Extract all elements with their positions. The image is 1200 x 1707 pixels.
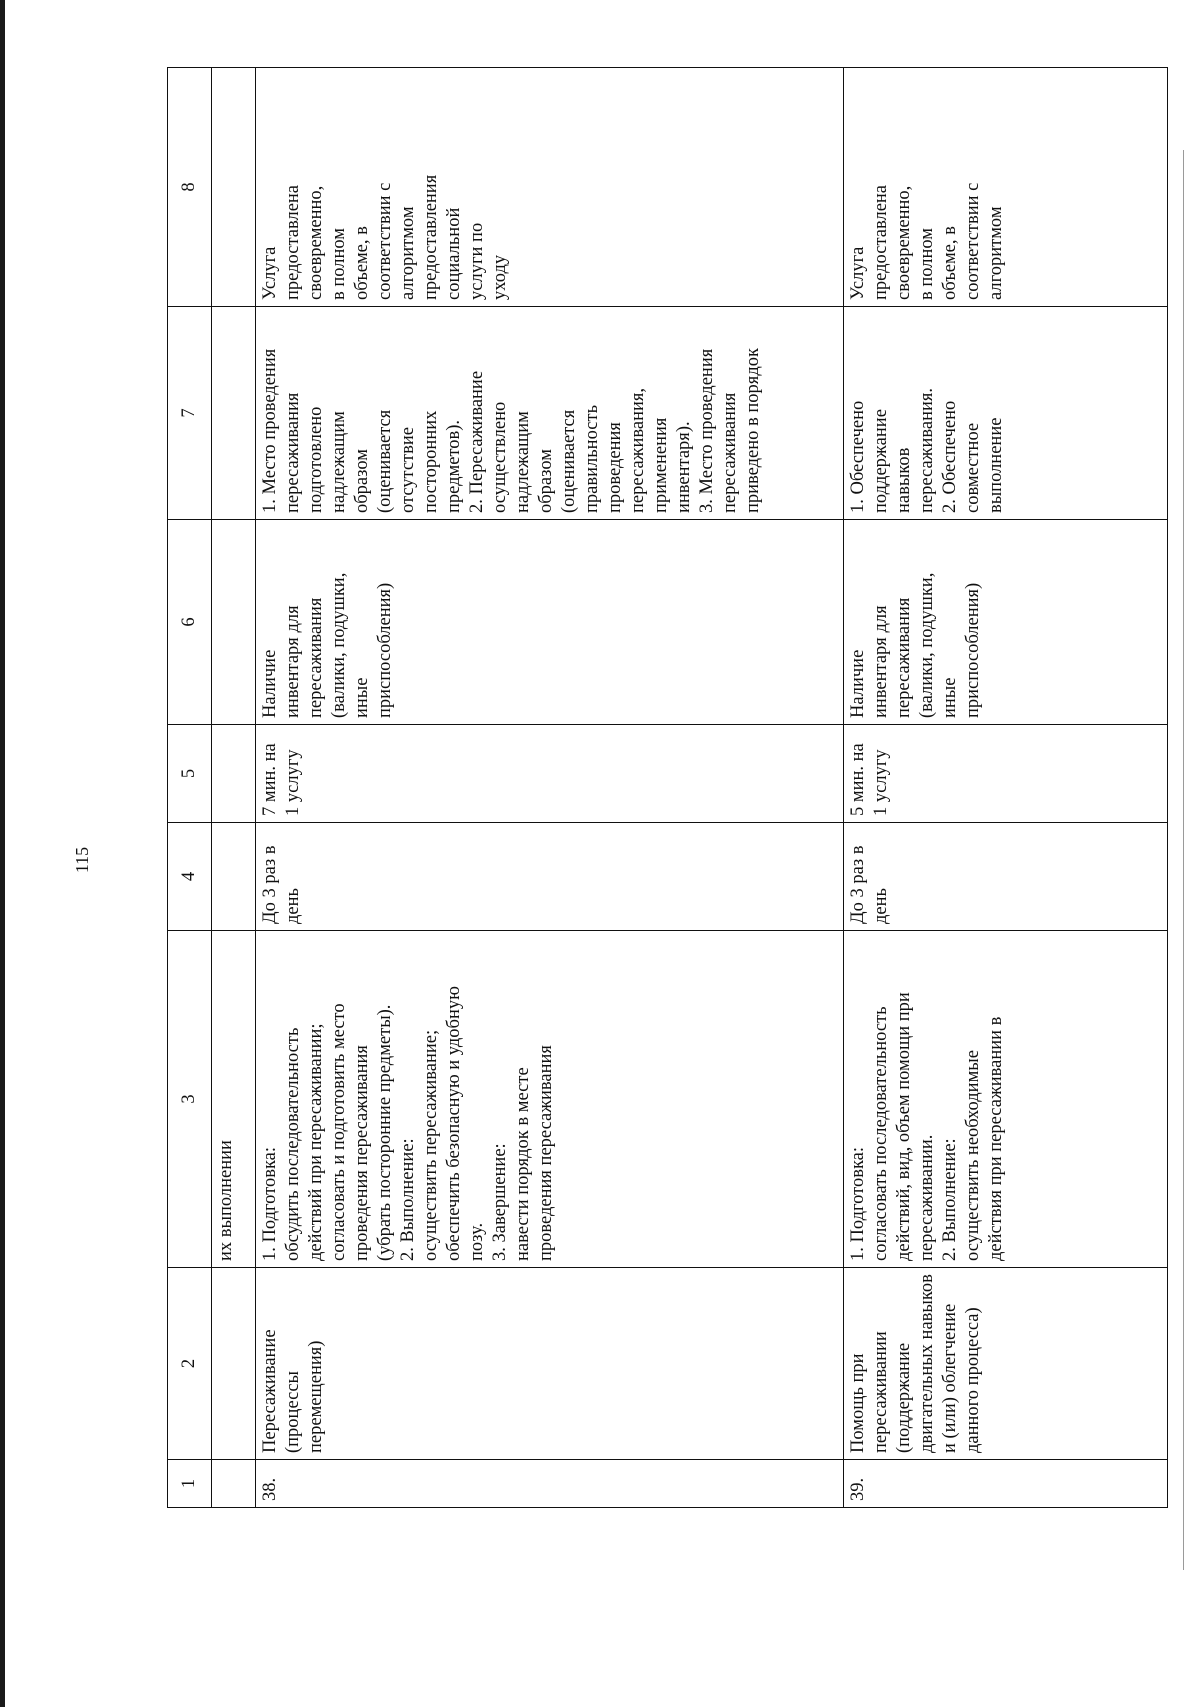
service-content: 1. Подготовка: обсудить последовательность действий при пересаживании; согласовать и подготовить место проведения пересаживания (убрать посторонние предметы). 2. Выполнение: осуществить пересаживание; обеспечить безопасную и удобную позу. 3. Завершение: навести порядок в месте проведения пересаживания xyxy=(256,931,844,1268)
table-cell xyxy=(212,307,256,520)
service-result: Услуга предоставлена своевременно, в полном объеме, в соответствии с алгоритмом xyxy=(844,68,1168,307)
rotated-table-sheet xyxy=(167,68,1167,1508)
column-number: 6 xyxy=(168,520,212,725)
quality-indicators: 1. Обеспечено поддержание навыков пересаживания. 2. Обеспечено совместное выполнение xyxy=(844,307,1168,520)
service-frequency: До 3 раз в день xyxy=(256,823,844,931)
service-content: 1. Подготовка: согласовать последовательность действий, вид, объем помощи при пересаживании. 2. Выполнение: осуществить необходимые действия при пересаживании в xyxy=(844,931,1168,1268)
table-cell xyxy=(212,1460,256,1508)
column-number-row xyxy=(168,68,212,1508)
scan-left-edge xyxy=(0,0,5,1707)
column-number: 4 xyxy=(168,823,212,931)
column-number: 1 xyxy=(168,1460,212,1508)
service-conditions: Наличие инвентаря для пересаживания (валики, подушки, иные приспособления) xyxy=(844,520,1168,725)
column-number: 2 xyxy=(168,1268,212,1460)
column-number: 7 xyxy=(168,307,212,520)
continuation-row xyxy=(212,68,256,1508)
table-row xyxy=(256,68,844,1508)
table-cell xyxy=(212,520,256,725)
service-result: Услуга предоставлена своевременно, в полном объеме, в соответствии с алгоритмом предоставления социальной услуги по уходу xyxy=(256,68,844,307)
column-number: 8 xyxy=(168,68,212,307)
row-number: 39. xyxy=(844,1460,1168,1508)
scan-fold-line xyxy=(1183,150,1184,1570)
services-table xyxy=(167,67,1168,1508)
continuation-text: их выполнении xyxy=(212,931,256,1268)
column-number: 3 xyxy=(168,931,212,1268)
row-number: 38. xyxy=(256,1460,844,1508)
table-cell xyxy=(212,1268,256,1460)
quality-indicators: 1. Место проведения пересаживания подготовлено надлежащим образом (оценивается отсутствие посторонних предметов). 2. Пересаживание осуществлено надлежащим образом (оценивается правильность проведения пересаживания, применения инвентаря). 3. Место проведения пересаживания приведено в порядок xyxy=(256,307,844,520)
service-conditions: Наличие инвентаря для пересаживания (валики, подушки, иные приспособления) xyxy=(256,520,844,725)
service-frequency: До 3 раз в день xyxy=(844,823,1168,931)
table-cell xyxy=(212,725,256,823)
service-name: Помощь при пересаживании (поддержание двигательных навыков и (или) облегчение данного процесса) xyxy=(844,1268,1168,1460)
service-duration: 5 мин. на 1 услугу xyxy=(844,725,1168,823)
page-number: 115 xyxy=(72,846,92,874)
table-cell xyxy=(212,823,256,931)
service-name: Пересаживание (процессы перемещения) xyxy=(256,1268,844,1460)
column-number: 5 xyxy=(168,725,212,823)
table-row xyxy=(844,68,1168,1508)
table-cell xyxy=(212,68,256,307)
service-duration: 7 мин. на 1 услугу xyxy=(256,725,844,823)
